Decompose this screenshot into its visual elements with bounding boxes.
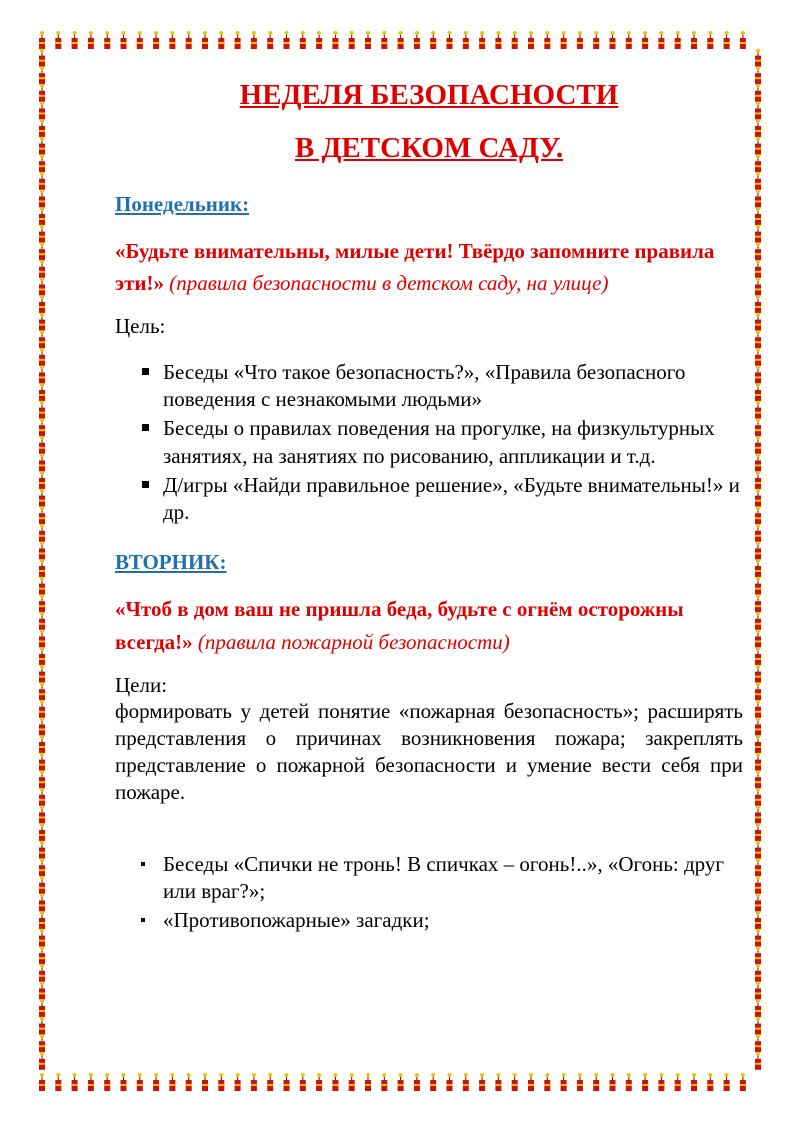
firecracker-icon <box>755 876 761 894</box>
tuesday-activity-list <box>115 851 743 935</box>
firecracker-icon <box>39 401 45 419</box>
firecracker-icon <box>137 1073 143 1091</box>
bullet-icon <box>141 862 145 866</box>
firecracker-icon <box>642 1073 648 1091</box>
firecracker-icon <box>755 946 761 964</box>
monday-motto-quote: «Будьте внимательны, милые дети! Твёрдо запомните правила эти!» <box>115 238 715 296</box>
firecracker-icon <box>235 1073 241 1091</box>
firecracker-icon <box>755 929 761 947</box>
firecracker-icon <box>755 841 761 859</box>
firecracker-icon <box>755 295 761 313</box>
firecracker-icon <box>626 31 632 49</box>
firecracker-icon <box>39 893 45 911</box>
firecracker-icon <box>39 964 45 982</box>
firecracker-icon <box>218 1073 224 1091</box>
firecracker-icon <box>169 31 175 49</box>
firecracker-icon <box>39 594 45 612</box>
bullet-icon <box>142 424 149 431</box>
firecracker-icon <box>755 788 761 806</box>
firecracker-icon <box>755 577 761 595</box>
firecracker-icon <box>39 471 45 489</box>
firecracker-icon <box>463 31 469 49</box>
firecracker-icon <box>39 66 45 84</box>
firecracker-icon <box>691 31 697 49</box>
firecracker-icon <box>218 31 224 49</box>
firecracker-icon <box>39 858 45 876</box>
firecracker-icon <box>755 225 761 243</box>
firecracker-icon <box>72 1073 78 1091</box>
firecracker-icon <box>755 647 761 665</box>
firecracker-icon <box>186 1073 192 1091</box>
bullet-icon <box>141 918 145 922</box>
firecracker-icon <box>332 1073 338 1091</box>
firecracker-icon <box>39 981 45 999</box>
firecracker-icon <box>365 1073 371 1091</box>
firecracker-icon <box>740 1073 746 1091</box>
firecracker-icon <box>39 876 45 894</box>
firecracker-icon <box>658 31 664 49</box>
firecracker-icon <box>39 383 45 401</box>
firecracker-icon <box>755 49 761 67</box>
firecracker-icon <box>544 1073 550 1091</box>
firecracker-icon <box>755 101 761 119</box>
list-item: Беседы «Спички не тронь! В спичках – огонь!..», «Огонь: друг или враг?»; <box>163 851 743 906</box>
firecracker-icon <box>39 665 45 683</box>
firecracker-icon <box>675 1073 681 1091</box>
firecracker-icon <box>39 330 45 348</box>
firecracker-icon <box>447 31 453 49</box>
firecracker-icon <box>88 1073 94 1091</box>
firecracker-icon <box>755 629 761 647</box>
firecracker-icon <box>267 1073 273 1091</box>
firecracker-icon <box>755 735 761 753</box>
firecracker-icon <box>39 524 45 542</box>
firecracker-icon <box>39 735 45 753</box>
list-item: Беседы «Что такое безопасность?», «Правила безопасного поведения с незнакомыми людьми» <box>163 359 743 414</box>
firecracker-icon <box>39 577 45 595</box>
firecracker-icon <box>365 31 371 49</box>
firecracker-icon <box>39 101 45 119</box>
firecracker-icon <box>39 172 45 190</box>
firecracker-icon <box>755 893 761 911</box>
monday-motto-note: (правила безопасности в детском саду, на улице) <box>169 271 609 296</box>
firecracker-icon <box>39 225 45 243</box>
firecracker-icon <box>707 1073 713 1091</box>
firecracker-icon <box>251 31 257 49</box>
firecracker-icon <box>755 805 761 823</box>
tuesday-goal-text: формировать у детей понятие «пожарная безопасность»; расширять представления о причинах возникновения пожара; закреплять представление о пожарной безопасности и умение вести себя при пожаре. <box>115 698 743 805</box>
firecracker-icon <box>39 242 45 260</box>
firecracker-icon <box>755 330 761 348</box>
firecracker-icon <box>153 31 159 49</box>
firecracker-icon <box>561 31 567 49</box>
firecracker-icon <box>316 31 322 49</box>
firecracker-icon <box>724 1073 730 1091</box>
firecracker-icon <box>55 1073 61 1091</box>
firecracker-icon <box>39 260 45 278</box>
firecracker-icon <box>479 1073 485 1091</box>
firecracker-icon <box>755 436 761 454</box>
firecracker-icon <box>561 1073 567 1091</box>
firecracker-icon <box>755 823 761 841</box>
firecracker-icon <box>39 647 45 665</box>
firecracker-icon <box>414 1073 420 1091</box>
firecracker-icon <box>755 172 761 190</box>
firecracker-icon <box>202 1073 208 1091</box>
firecracker-icon <box>332 31 338 49</box>
firecracker-icon <box>755 401 761 419</box>
firecracker-icon <box>235 31 241 49</box>
firecracker-icon <box>39 119 45 137</box>
firecracker-icon <box>169 1073 175 1091</box>
bullet-icon <box>142 481 149 488</box>
firecracker-icon <box>755 66 761 84</box>
firecracker-icon <box>39 137 45 155</box>
firecracker-icon <box>267 31 273 49</box>
firecracker-icon <box>755 964 761 982</box>
firecracker-icon <box>755 1052 761 1070</box>
firecracker-icon <box>755 242 761 260</box>
firecracker-icon <box>39 929 45 947</box>
firecracker-icon <box>186 31 192 49</box>
firecracker-icon <box>39 612 45 630</box>
firecracker-icon <box>39 1034 45 1052</box>
firecracker-icon <box>39 841 45 859</box>
firecracker-icon <box>39 207 45 225</box>
firecracker-icon <box>755 207 761 225</box>
monday-activity-list <box>115 359 743 527</box>
firecracker-icon <box>755 453 761 471</box>
firecracker-icon <box>39 682 45 700</box>
firecracker-icon <box>39 999 45 1017</box>
page-title-line-1: НЕДЕЛЯ БЕЗОПАСНОСТИ <box>239 79 619 111</box>
firecracker-icon <box>755 1034 761 1052</box>
firecracker-icon <box>137 31 143 49</box>
firecracker-icon <box>39 348 45 366</box>
firecracker-icon <box>755 189 761 207</box>
firecracker-icon <box>398 31 404 49</box>
firecracker-icon <box>39 418 45 436</box>
firecracker-icon <box>39 295 45 313</box>
firecracker-icon <box>577 1073 583 1091</box>
monday-motto <box>115 235 743 300</box>
firecracker-icon <box>755 999 761 1017</box>
firecracker-icon <box>755 119 761 137</box>
list-item: Д/игры «Найди правильное решение», «Будьте внимательны!» и др. <box>163 472 743 527</box>
firecracker-icon <box>707 31 713 49</box>
firecracker-icon <box>755 313 761 331</box>
firecracker-icon <box>755 471 761 489</box>
firecracker-icon <box>479 31 485 49</box>
tuesday-motto-note: (правила пожарной безопасности) <box>197 630 510 655</box>
firecracker-icon <box>755 717 761 735</box>
firecracker-icon <box>691 1073 697 1091</box>
firecracker-icon <box>39 911 45 929</box>
firecracker-icon <box>104 31 110 49</box>
firecracker-icon <box>300 1073 306 1091</box>
firecracker-icon <box>495 1073 501 1091</box>
firecracker-icon <box>755 541 761 559</box>
firecracker-icon <box>39 189 45 207</box>
firecracker-icon <box>755 489 761 507</box>
firecracker-icon <box>755 154 761 172</box>
firecracker-icon <box>414 31 420 49</box>
firecracker-icon <box>577 31 583 49</box>
firecracker-icon <box>39 823 45 841</box>
firecracker-icon <box>495 31 501 49</box>
firecracker-icon <box>39 717 45 735</box>
firecracker-icon <box>755 365 761 383</box>
firecracker-icon <box>626 1073 632 1091</box>
firecracker-icon <box>39 1052 45 1070</box>
firecracker-icon <box>39 436 45 454</box>
firecracker-icon <box>39 629 45 647</box>
firecracker-icon <box>755 348 761 366</box>
firecracker-icon <box>755 137 761 155</box>
firecracker-icon <box>251 1073 257 1091</box>
page-title-line-2: В ДЕТСКОМ САДУ. <box>294 131 564 164</box>
firecracker-icon <box>544 31 550 49</box>
firecracker-icon <box>153 1073 159 1091</box>
firecracker-icon <box>39 805 45 823</box>
firecracker-icon <box>610 31 616 49</box>
firecracker-icon <box>463 1073 469 1091</box>
firecracker-icon <box>349 1073 355 1091</box>
list-item: «Противопожарные» загадки; <box>163 907 743 934</box>
monday-goal-label: Цель: <box>115 313 166 338</box>
firecracker-icon <box>755 665 761 683</box>
firecracker-icon <box>39 541 45 559</box>
firecracker-icon <box>755 858 761 876</box>
firecracker-icon <box>755 524 761 542</box>
firecracker-icon <box>72 31 78 49</box>
firecracker-icon <box>593 31 599 49</box>
firecracker-icon <box>755 383 761 401</box>
firecracker-icon <box>39 770 45 788</box>
firecracker-icon <box>528 31 534 49</box>
firecracker-icon <box>593 1073 599 1091</box>
firecracker-icon <box>430 1073 436 1091</box>
firecracker-icon <box>512 31 518 49</box>
firecracker-icon <box>755 506 761 524</box>
firecracker-icon <box>398 1073 404 1091</box>
firecracker-icon <box>381 31 387 49</box>
firecracker-icon <box>316 1073 322 1091</box>
firecracker-icon <box>528 1073 534 1091</box>
firecracker-icon <box>381 1073 387 1091</box>
firecracker-icon <box>55 31 61 49</box>
firecracker-icon <box>39 753 45 771</box>
firecracker-icon <box>755 981 761 999</box>
tuesday-motto-quote: «Чтоб в дом ваш не пришла беда, будьте с огнём осторожны всегда!» <box>115 597 684 655</box>
firecracker-icon <box>755 753 761 771</box>
firecracker-icon <box>740 31 746 49</box>
firecracker-icon <box>202 31 208 49</box>
firecracker-icon <box>755 700 761 718</box>
firecracker-icon <box>349 31 355 49</box>
firecracker-icon <box>121 31 127 49</box>
firecracker-icon <box>755 1017 761 1035</box>
firecracker-icon <box>724 31 730 49</box>
firecracker-icon <box>39 1017 45 1035</box>
list-item: Беседы о правилах поведения на прогулке, на физкультурных занятиях, на занятиях по рисованию, аппликации и т.д. <box>163 415 743 470</box>
firecracker-icon <box>284 31 290 49</box>
firecracker-icon <box>755 911 761 929</box>
firecracker-icon <box>755 559 761 577</box>
firecracker-icon <box>39 489 45 507</box>
firecracker-icon <box>755 594 761 612</box>
firecracker-icon <box>39 277 45 295</box>
firecracker-icon <box>430 31 436 49</box>
firecracker-icon <box>755 770 761 788</box>
firecracker-icon <box>39 49 45 67</box>
firecracker-icon <box>39 506 45 524</box>
firecracker-icon <box>39 946 45 964</box>
monday-heading: Понедельник: <box>115 191 250 216</box>
firecracker-icon <box>675 31 681 49</box>
tuesday-motto <box>115 593 743 658</box>
firecracker-icon <box>39 788 45 806</box>
firecracker-icon <box>39 154 45 172</box>
firecracker-icon <box>39 84 45 102</box>
firecracker-icon <box>121 1073 127 1091</box>
firecracker-icon <box>88 31 94 49</box>
document-body <box>115 70 743 937</box>
firecracker-icon <box>755 277 761 295</box>
firecracker-icon <box>39 559 45 577</box>
firecracker-icon <box>755 418 761 436</box>
firecracker-icon <box>39 31 45 49</box>
firecracker-icon <box>447 1073 453 1091</box>
firecracker-icon <box>755 84 761 102</box>
firecracker-icon <box>39 313 45 331</box>
tuesday-heading: ВТОРНИК: <box>115 550 227 575</box>
firecracker-icon <box>39 700 45 718</box>
firecracker-icon <box>755 682 761 700</box>
firecracker-icon <box>610 1073 616 1091</box>
firecracker-icon <box>658 1073 664 1091</box>
firecracker-icon <box>104 1073 110 1091</box>
firecracker-icon <box>755 612 761 630</box>
firecracker-icon <box>300 31 306 49</box>
firecracker-icon <box>39 1073 45 1091</box>
bullet-icon <box>142 368 149 375</box>
firecracker-icon <box>39 453 45 471</box>
firecracker-icon <box>39 365 45 383</box>
firecracker-icon <box>755 260 761 278</box>
firecracker-icon <box>512 1073 518 1091</box>
firecracker-icon <box>642 31 648 49</box>
tuesday-goal-label: Цели: <box>115 672 168 697</box>
firecracker-icon <box>284 1073 290 1091</box>
